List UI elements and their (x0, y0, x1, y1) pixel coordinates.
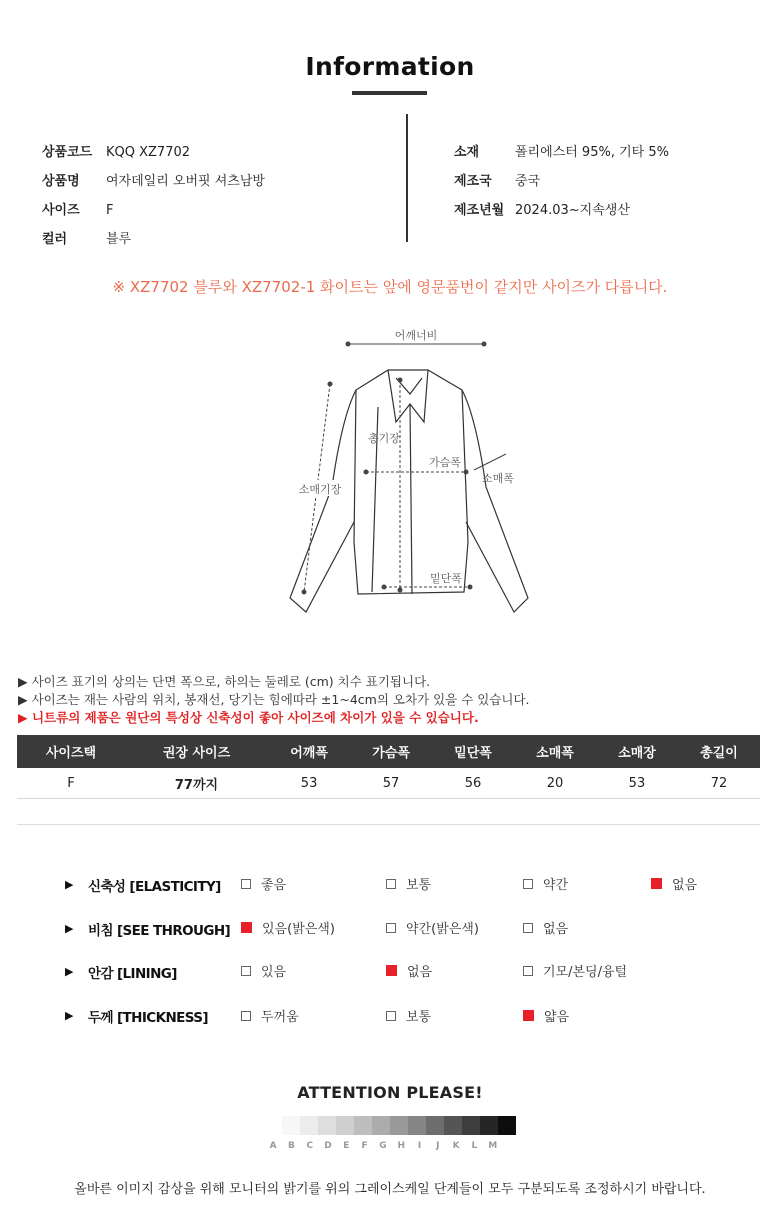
info-value: KQQ XZ7702 (106, 145, 191, 160)
arrow-icon: ▶ (65, 1009, 74, 1022)
info-label: 상품명 (42, 174, 80, 189)
option-label: 없음 (543, 922, 569, 937)
grayscale-swatch (300, 1116, 318, 1135)
grayscale-letter: L (471, 1141, 478, 1151)
option-label: 보통 (406, 878, 432, 893)
grayscale-letters (264, 1141, 502, 1151)
option-thickness-normal (386, 1006, 431, 1025)
option-elasticity-none (651, 874, 697, 893)
checkbox-checked (523, 1010, 534, 1021)
grayscale-letter: H (397, 1141, 405, 1151)
arrow-icon: ▶ (65, 922, 74, 935)
note-tolerance: ▶ 사이즈는 재는 사람의 위치, 봉재선, 당기는 힘에따라 ±1~4cm의 오차가 있을 수 있습니다. (18, 692, 530, 707)
checkbox (241, 879, 251, 889)
checkbox-checked (651, 878, 662, 889)
grayscale-letter: K (452, 1141, 460, 1151)
info-row-color (42, 228, 131, 247)
checkbox (241, 1011, 251, 1021)
option-lining-no (386, 961, 432, 980)
info-value: 중국 (515, 174, 541, 189)
attr-elasticity-label: 신축성 [ELASTICITY] (88, 879, 221, 895)
table-cell: 53 (596, 768, 678, 799)
option-lining-fleece (523, 961, 627, 980)
label-sleeve-width: 소매폭 (482, 472, 514, 485)
info-value: F (106, 203, 114, 218)
table-row (17, 768, 760, 799)
checkbox (386, 879, 396, 889)
table-cell: 53 (268, 768, 350, 799)
info-divider (406, 114, 408, 242)
label-length: 총기장 (368, 432, 400, 445)
grayscale-letter: F (361, 1141, 368, 1151)
title-underline (352, 91, 427, 95)
option-label: 약간 (543, 878, 569, 893)
option-label: 두꺼움 (261, 1010, 299, 1025)
info-row-name (42, 170, 265, 189)
option-label: 있음(밝은색) (262, 922, 335, 937)
checkbox-checked (241, 922, 252, 933)
option-see-through-none (523, 918, 568, 937)
table-cell: 72 (678, 768, 760, 799)
option-thickness-thin (523, 1006, 569, 1025)
grayscale-letter: D (324, 1141, 332, 1151)
table-header-cell: 밑단폭 (432, 735, 514, 768)
checkbox (523, 966, 533, 976)
checkbox-checked (386, 965, 397, 976)
checkbox (523, 879, 533, 889)
info-row-size (42, 199, 113, 218)
grayscale-swatch (354, 1116, 372, 1135)
option-elasticity-good (241, 874, 286, 893)
table-header-cell: 어깨폭 (268, 735, 350, 768)
grayscale-swatch (480, 1116, 498, 1135)
label-sleeve-length: 소매기장 (298, 483, 342, 496)
grayscale-swatch (498, 1116, 516, 1135)
size-notice: ※ XZ7702 블루와 XZ7702-1 화이트는 앞에 영문품번이 같지만 사이즈가 다릅니다. (112, 278, 668, 296)
info-label: 상품코드 (42, 145, 93, 160)
info-label: 사이즈 (42, 203, 80, 218)
option-label: 없음 (407, 965, 433, 980)
note-measurement: ▶ 사이즈 표기의 상의는 단면 폭으로, 하의는 둘레로 (cm) 치수 표기됩니다. (18, 674, 431, 689)
checkbox (523, 923, 533, 933)
grayscale-swatch (372, 1116, 390, 1135)
option-see-through-yes (241, 918, 335, 937)
size-table-header (17, 735, 760, 768)
grayscale-letter: C (306, 1141, 314, 1151)
option-label: 보통 (406, 1010, 432, 1025)
arrow-icon: ▶ (65, 878, 74, 891)
table-cell: F (17, 768, 125, 799)
info-label: 소재 (454, 145, 480, 160)
section-divider (17, 824, 760, 825)
page-title: Information (305, 52, 475, 81)
grayscale-letter: M (488, 1141, 498, 1151)
grayscale-letter: I (417, 1141, 422, 1151)
info-label: 제조년월 (454, 203, 505, 218)
grayscale-swatch (282, 1116, 300, 1135)
info-value: 블루 (106, 232, 132, 247)
info-label: 컬러 (42, 232, 68, 247)
option-label: 얇음 (544, 1010, 570, 1025)
info-row-material (454, 141, 669, 160)
info-label: 제조국 (454, 174, 492, 189)
checkbox (386, 1011, 396, 1021)
checkbox (241, 966, 251, 976)
attr-lining-label: 안감 [LINING] (88, 966, 177, 982)
option-see-through-slight (386, 918, 479, 937)
grayscale-swatch (390, 1116, 408, 1135)
table-header-cell: 가슴폭 (350, 735, 432, 768)
option-label: 기모/본딩/융털 (543, 965, 628, 980)
info-value: 폴리에스터 95%, 기타 5% (515, 145, 669, 160)
info-row-date (454, 199, 630, 218)
table-cell: 20 (514, 768, 596, 799)
table-cell: 57 (350, 768, 432, 799)
table-header-cell: 사이즈택 (17, 735, 125, 768)
grayscale-swatch (318, 1116, 336, 1135)
grayscale-letter: A (269, 1141, 277, 1151)
option-elasticity-normal (386, 874, 431, 893)
option-elasticity-slight (523, 874, 568, 893)
monitor-notice: 올바른 이미지 감상을 위해 모니터의 밝기를 위의 그레이스케일 단계들이 모두 구분되도록 조정하시기 바랍니다. (74, 1182, 706, 1197)
label-chest: 가슴폭 (429, 456, 461, 469)
grayscale-letter: J (436, 1141, 440, 1151)
grayscale-bar (282, 1116, 516, 1135)
info-row-code (42, 141, 190, 160)
table-header-cell: 소매장 (596, 735, 678, 768)
grayscale-swatch (426, 1116, 444, 1135)
grayscale-letter: B (288, 1141, 295, 1151)
grayscale-swatch (408, 1116, 426, 1135)
info-value: 여자데일리 오버핏 셔츠남방 (106, 174, 265, 189)
grayscale-letter: G (379, 1141, 387, 1151)
attention-title: ATTENTION PLEASE! (297, 1083, 483, 1102)
option-label: 약간(밝은색) (406, 922, 479, 937)
option-label: 있음 (261, 965, 287, 980)
attr-thickness-label: 두께 [THICKNESS] (88, 1010, 208, 1026)
option-lining-yes (241, 961, 286, 980)
option-label: 없음 (672, 878, 698, 893)
table-header-cell: 권장 사이즈 (125, 735, 268, 768)
grayscale-letter: E (343, 1141, 350, 1151)
grayscale-swatch (444, 1116, 462, 1135)
note-knit-warning: ▶ 니트류의 제품은 원단의 특성상 신축성이 좋아 사이즈에 차이가 있을 수 있습니다. (18, 710, 479, 725)
measure-arrows (304, 344, 506, 592)
table-cell: 56 (432, 768, 514, 799)
attr-see-through-label: 비침 [SEE THROUGH] (88, 923, 231, 939)
label-hem: 밑단폭 (430, 572, 462, 585)
option-thickness-thick (241, 1006, 299, 1025)
table-cell: 77까지 (125, 768, 268, 799)
option-label: 좋음 (261, 878, 287, 893)
grayscale-swatch (336, 1116, 354, 1135)
info-row-origin (454, 170, 540, 189)
table-header-cell: 소매폭 (514, 735, 596, 768)
label-shoulder: 어깨너비 (394, 329, 438, 342)
checkbox (386, 923, 396, 933)
table-header-cell: 총길이 (678, 735, 760, 768)
grayscale-swatch (462, 1116, 480, 1135)
info-value: 2024.03~지속생산 (515, 203, 630, 218)
size-table (17, 735, 760, 799)
shirt-measurement-diagram (270, 322, 530, 622)
arrow-icon: ▶ (65, 965, 74, 978)
